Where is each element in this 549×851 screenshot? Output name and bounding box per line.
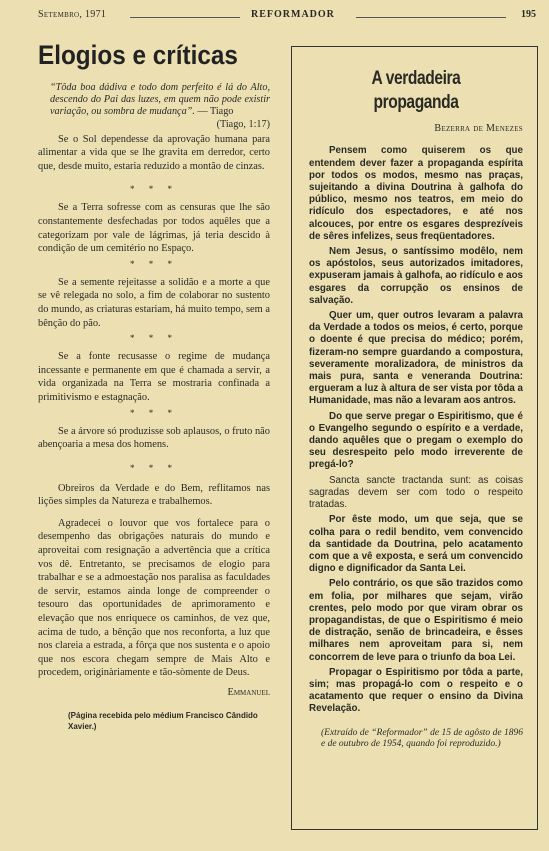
paragraph: Se a Terra sofresse com as censuras que lhe são constantemente desfechadas por todos aquêles que a categorizam por vale de lágrimas, já teria descido à condição de um cemitério no Espaço. — [38, 202, 270, 255]
header-rule-left — [130, 17, 240, 18]
section-separator: * * * — [130, 258, 178, 269]
page-header — [38, 9, 536, 25]
epigraph-source: — Tiago — [197, 106, 234, 118]
header-rule-right — [356, 17, 506, 18]
publication-name: REFORMADOR — [251, 9, 335, 20]
issue-date: Setembro, 1971 — [38, 9, 107, 20]
paragraph: Nem Jesus, o santíssimo modêlo, nem os apóstolos, seus autorizados imitadores, expuseram jamais à galhofa, ao ridículo e aos esgares da corrupção os ensinos de salvação. — [309, 246, 523, 306]
paragraph: Agradecei o louvor que vos fortalece para o desempenho das obrigações naturais do mundo e aproveitai com resignação a advertência que a crítica vos dê. Entretanto, se precisamos de elogio para trabalhar e se a admoestação nos paralisa as faculdades de servir, estamos ainda longe de compreender o tesouro das oportunidades de aprimoramento e elevação que nos enriquece os caminhos, de vez que, acima de tudo, a bênção que nos reconforta, a luz que nos clareia a estrada, a fôrça que nos sustenta e o apoio que nos escora chegam sempre de Mais Alto e procedem, originàriamente e tão-sòmente de Deus. — [38, 517, 270, 679]
section-separator: * * * — [130, 407, 178, 418]
article-title: A verdadeira propaganda — [371, 68, 461, 113]
paragraph: Por êste modo, um que seja, que se colha para o redil bendito, vem convencido da santidade da Doutrina, pelo acatamento com que a vê exposta, e será um convencido digno e dignificador da Santa Lei. — [309, 514, 523, 575]
epigraph-reference: (Tiago, 1:17) — [216, 118, 270, 130]
paragraph: Pelo contrário, os que são trazidos como em folia, por milhares que sejam, virão crentes, pelo modo por que viram obrar os propagandistas, de que o Espiritismo é meio de distração, senão de brincadeira, e êsses milhares nem aproveitam para si, nem concorrem de leve para o triunfo da boa Lei. — [309, 578, 523, 663]
paragraph: Se o Sol dependesse da aprovação humana para alimentar a vida que se lhe gravita em derredor, certo que, desde muito, estaria reduzido a montão de cinzas. — [38, 133, 270, 172]
section-separator: * * * — [130, 184, 178, 195]
paragraph: Se a árvore só produzisse sob aplausos, o fruto não abençoaria a mesa dos homens. — [38, 425, 270, 451]
paragraph: Obreiros da Verdade e do Bem, reflitamos nas lições simples da Natureza e trabalhemos. — [38, 482, 270, 508]
section-separator: * * * — [130, 462, 178, 473]
epigraph-text: “Tôda boa dádiva e todo dom perfeito é lá do Alto, descendo do Pai das luzes, em quem não pode existir variação, ou sombra de mudança”. — [50, 82, 270, 118]
right-article-box — [291, 46, 538, 830]
section-separator: * * * — [130, 333, 178, 344]
paragraph: Sancta sancte tractanda sunt: as coisas sagradas devem ser com todo o respeito tratadas. — [309, 474, 523, 511]
signature: Emmanuel — [227, 687, 270, 699]
medium-note: (Página recebida pelo médium Francisco Cândido Xavier.) — [68, 710, 258, 731]
paragraph: Do que serve pregar o Espiritismo, que é o Evangelho segundo o espírito e a verdade, dando aquêles que o pregam o exemplo do seu desrespeito pelo modo irreverente de pregá-lo? — [309, 410, 523, 471]
paragraph: Propagar o Espiritismo por tôda a parte, sim; mas propagá-lo com o respeito e o acatamento que requer o ensino da Divina Revelação. — [309, 666, 523, 715]
article-title: Elogios e críticas — [38, 40, 238, 70]
paragraph: Quer um, quer outros levaram a palavra da Verdade a todos os meios, é certo, porque o doente é que precisa do médico; porém, fizeram-no sempre guardando a compostura, severamente moralizadora, de ministros da mais pura, santa e veneranda Doutrina: ergueram a luz à altura de ser vista por tôda a Humanidade, mas não a levaram aos antros. — [309, 310, 523, 407]
epigraph — [50, 82, 270, 130]
paragraph: Pensem como quiserem os que entendem dever fazer a propaganda espírita por todos os modos, mesmo nas praças, sujeitando a divina Doutrina à galhofa do público, mesmo nos teatros, em meio do ridículo dos espectadores, e até nos alcouces, por entre os esgares desprezíveis de sêres infelizes, seus freqüentadores. — [309, 145, 523, 242]
article-author: Bezerra de Menezes — [434, 123, 523, 134]
page-number: 195 — [521, 9, 536, 20]
paragraph: Se a semente rejeitasse a solidão e a morte a que se vê relegada no solo, a fim de colaborar no sustento do mundo, as criaturas estariam, há muito tempo, sem a bênção do pão. — [38, 276, 270, 329]
paragraph: Se a fonte recusasse o regime de mudança incessante e permanente em que é chamada a servir, a vida organizada na Terra se mostraria confinada a primitivismo e estagnação. — [38, 351, 270, 403]
left-article — [38, 40, 270, 732]
source-note: (Extraído de “Reformador” de 15 de agôsto de 1896 e de outubro de 1954, quando foi reproduzido.) — [321, 727, 523, 750]
